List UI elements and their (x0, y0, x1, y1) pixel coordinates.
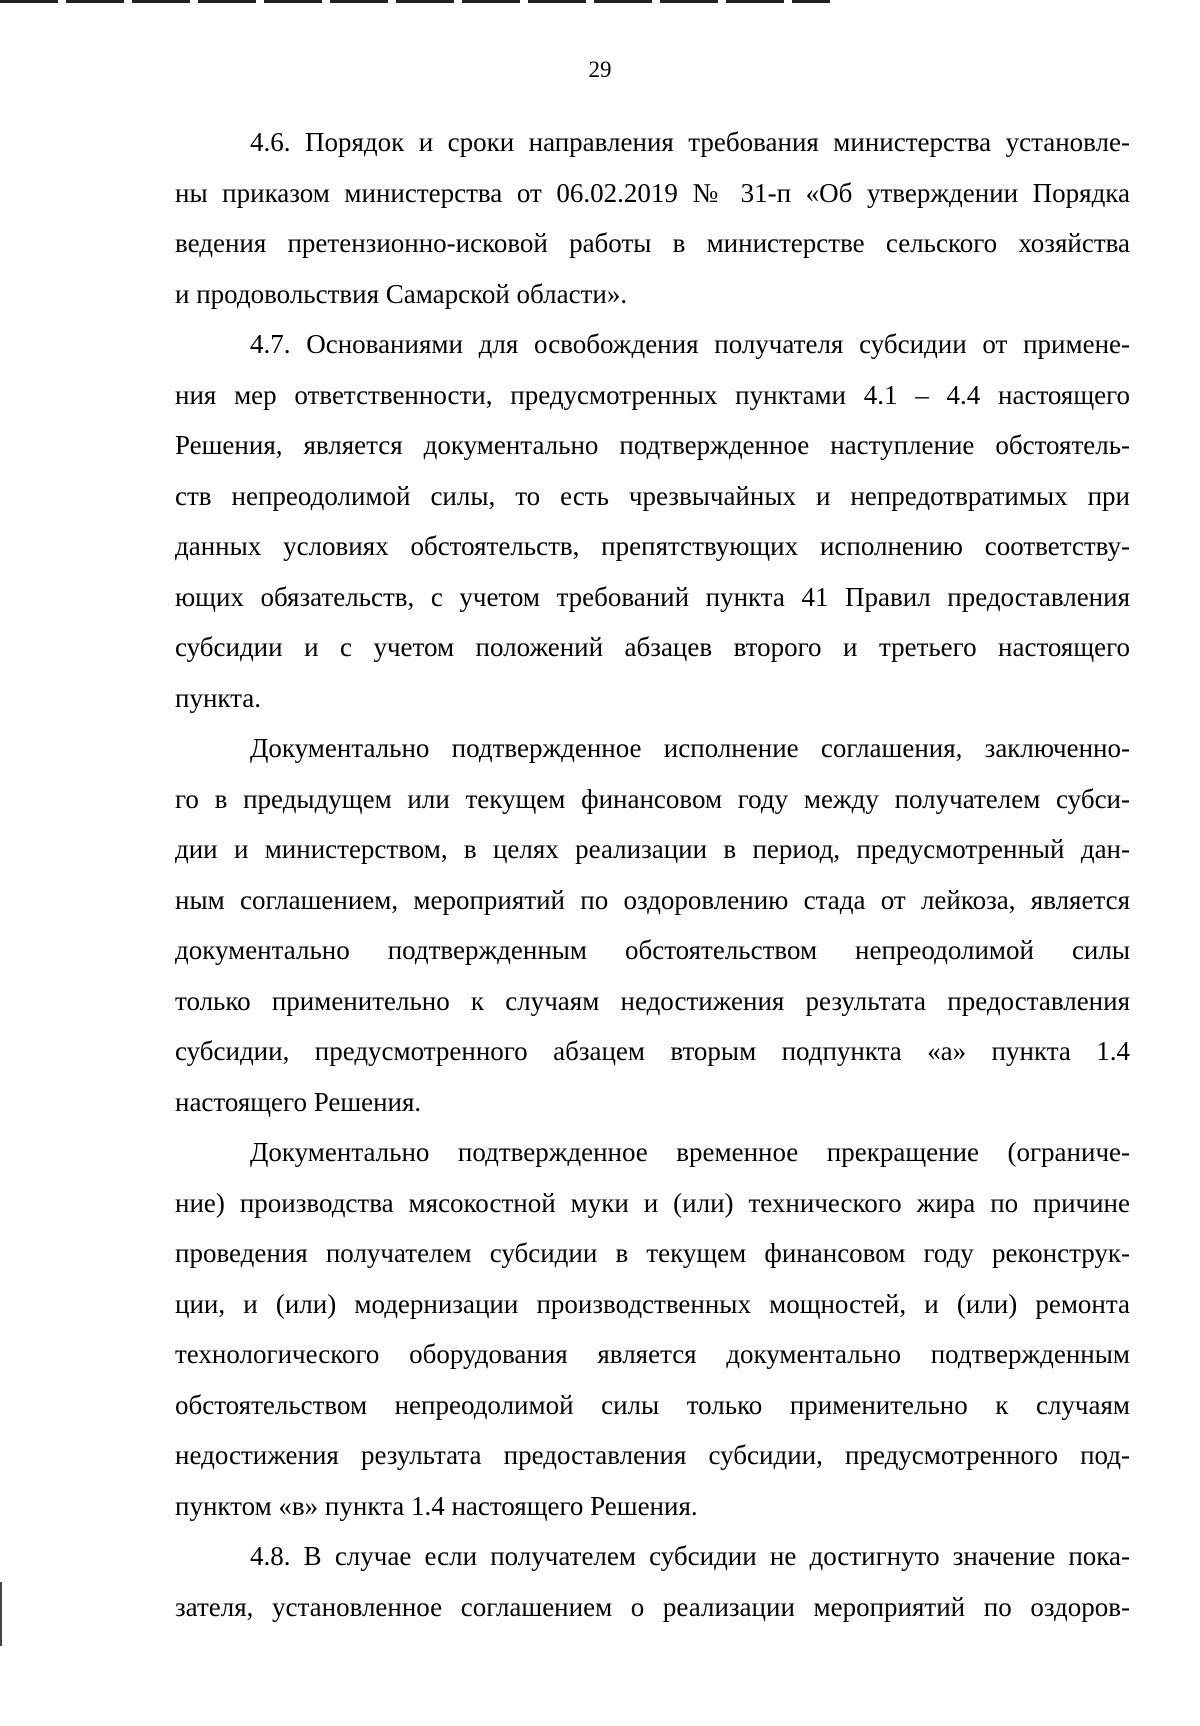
text-line: Решения, является документально подтвержденное наступление обстоятель- (175, 430, 1130, 460)
text-line: обстоятельством непреодолимой силы только применительно к случаям (175, 1389, 1130, 1420)
paragraph-4-8 (175, 1531, 1130, 1632)
scan-top-edge (0, 0, 830, 3)
text-line: субсидии и с учетом положений абзацев второго и третьего настоящего (175, 632, 1130, 662)
text-line: документально подтвержденным обстоятельством непреодолимой силы (175, 935, 1130, 965)
text-line: ведения претензионно-исковой работы в министерстве сельского хозяйства (175, 228, 1130, 258)
text-line: Документально подтвержденное исполнение соглашения, заключенно- (250, 733, 1130, 763)
paragraph-4-6 (175, 117, 1130, 319)
text-line: ции, и (или) модернизации производственных мощностей, и (или) ремонта (175, 1288, 1130, 1319)
paragraph-4-7 (175, 319, 1130, 723)
text-line: Документально подтвержденное временное прекращение (ограниче- (250, 1137, 1130, 1167)
text-line: ние) производства мясокостной муки и (или) технического жира по причине (175, 1187, 1130, 1218)
text-line: недостижения результата предоставления субсидии, предусмотренного под- (175, 1440, 1130, 1470)
text-line: зателя, установленное соглашением о реализации мероприятий по оздоров- (175, 1591, 1130, 1622)
paragraph-leukosis-agreement (175, 723, 1130, 1127)
text-line: дии и министерством, в целях реализации в период, предусмотренный дан- (175, 834, 1130, 864)
text-line: го в предыдущем или текущем финансовом году между получателем субси- (175, 783, 1130, 814)
scan-left-mark (0, 1582, 2, 1646)
text-line: 4.8. В случае если получателем субсидии не достигнуто значение пока- (250, 1541, 1130, 1571)
text-line: проведения получателем субсидии в текущем финансовом году реконструк- (175, 1238, 1130, 1268)
text-line: ным соглашением, мероприятий по оздоровлению стада от лейкоза, является (175, 884, 1130, 915)
text-line: технологического оборудования является документально подтвержденным (175, 1339, 1130, 1369)
text-line: ны приказом министерства от 06.02.2019 № 31-п «Об утверждении Порядка (175, 177, 1130, 208)
text-line: пункта. (175, 682, 262, 713)
text-line: ния мер ответственности, предусмотренных пунктами 4.1 – 4.4 настоящего (175, 379, 1130, 410)
text-line: и продовольствия Самарской области». (175, 278, 628, 309)
text-line: субсидии, предусмотренного абзацем вторым подпункта «а» пункта 1.4 (175, 1036, 1130, 1066)
text-line: 4.6. Порядок и сроки направления требования министерства установле- (250, 127, 1130, 157)
page-number: 29 (588, 57, 612, 82)
text-line: только применительно к случаям недостижения результата предоставления (175, 985, 1130, 1016)
document-body (175, 117, 1130, 1632)
text-line: настоящего Решения. (175, 1086, 422, 1117)
text-line: 4.7. Основаниями для освобождения получателя субсидии от примене- (250, 329, 1130, 359)
paragraph-production-suspension (175, 1127, 1130, 1531)
text-line: данных условиях обстоятельств, препятствующих исполнению соответству- (175, 531, 1130, 561)
text-line: ющих обязательств, с учетом требований пункта 41 Правил предоставления (175, 581, 1130, 612)
text-line: ств непреодолимой силы, то есть чрезвычайных и непредотвратимых при (175, 480, 1130, 511)
text-line: пунктом «в» пункта 1.4 настоящего Решения. (175, 1490, 698, 1521)
